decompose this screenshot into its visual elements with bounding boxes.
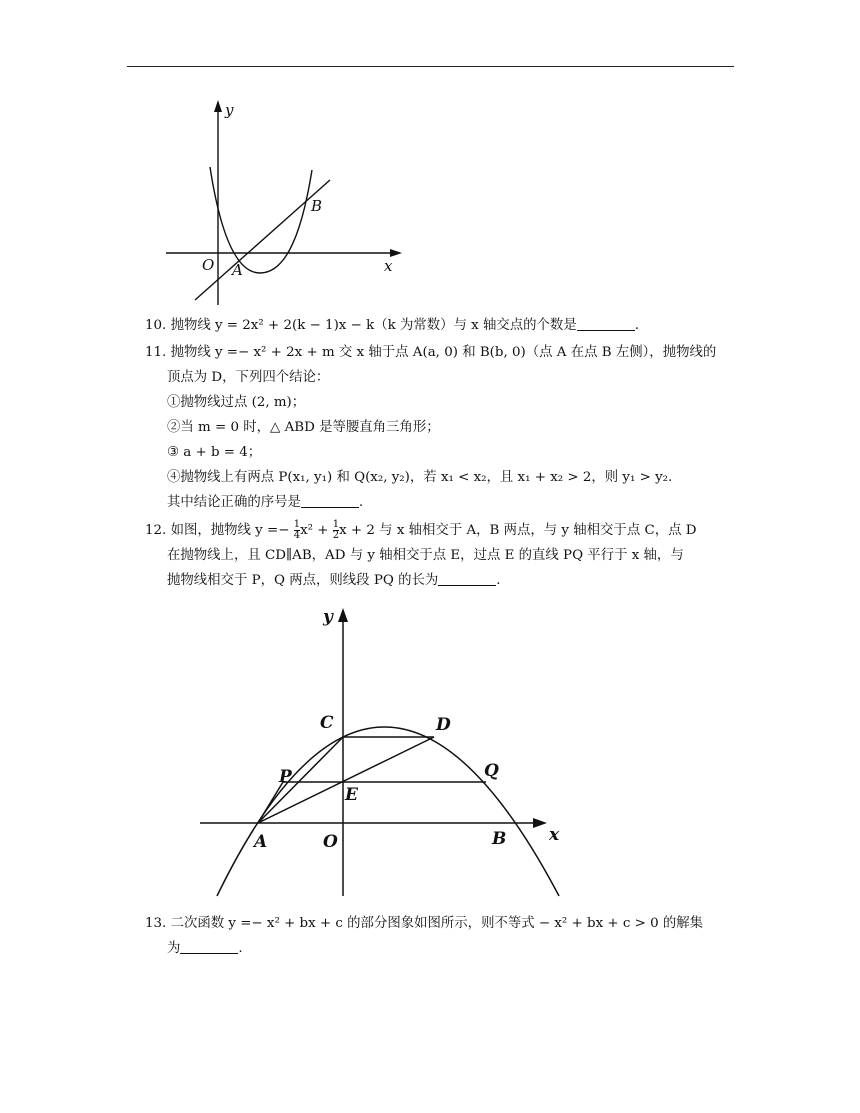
fig1-parabola xyxy=(210,167,312,273)
q10-text: 抛物线 y = 2x² + 2(k − 1)x − k（k 为常数）与 x 轴交点的个数是 xyxy=(170,318,577,333)
q11-line2: 顶点为 D，下列四个结论： xyxy=(167,370,330,385)
q11-end: . xyxy=(358,495,364,510)
question-10 xyxy=(145,313,737,338)
header-rule xyxy=(127,66,734,67)
fig2-label-b: B xyxy=(492,829,507,849)
q11-conclusion-3: ③ a + b = 4； xyxy=(167,445,262,460)
fig2-label-x: x xyxy=(549,825,560,845)
fig1-label-y: y xyxy=(225,101,234,119)
fig2-y-arrow-icon xyxy=(338,608,348,622)
fig2-label-d: D xyxy=(436,715,451,735)
q12-answer-blank[interactable] xyxy=(438,571,496,586)
fig1-x-arrow-icon xyxy=(390,249,402,257)
fig2-label-y: y xyxy=(323,607,333,627)
q10-number: 10. xyxy=(145,318,167,333)
q13-number: 13. xyxy=(145,916,167,931)
q13-line1: 二次函数 y =− x² + bx + c 的部分图象如图所示，则不等式 − x² + bx + c > 0 的解集 xyxy=(170,916,704,931)
q11-answer-blank[interactable] xyxy=(301,493,359,508)
fig2-parabola xyxy=(217,727,559,896)
fig2-segment-ac xyxy=(258,737,343,823)
fig1-label-o: O xyxy=(202,256,215,274)
question-13 xyxy=(145,911,737,961)
fig1-label-b: B xyxy=(311,197,323,215)
q11-conclusion-1: ①抛物线过点 (2, m)； xyxy=(167,395,306,410)
q11-number: 11. xyxy=(145,345,167,360)
q13-answer-blank[interactable] xyxy=(180,939,238,954)
q12-line1c: x + 2 与 x 轴相交于 A，B 两点，与 y 轴相交于点 C，点 D xyxy=(339,523,697,538)
q12-frac1-den: 4 xyxy=(293,530,301,541)
q12-line3: 抛物线相交于 P，Q 两点，则线段 PQ 的长为 xyxy=(167,573,439,588)
fig1-label-a: A xyxy=(232,261,243,279)
q12-line1b: x² + xyxy=(300,523,329,538)
q12-end: . xyxy=(496,573,501,588)
q12-line2: 在抛物线上，且 CD∥AB，AD 与 y 轴相交于点 E，过点 E 的直线 PQ 平行于 x 轴，与 xyxy=(167,548,684,563)
q10-end: . xyxy=(634,318,639,333)
q12-frac2-num: 1 xyxy=(332,519,340,530)
fig2-label-q: Q xyxy=(484,761,499,781)
q11-conclusion-4: ④抛物线上有两点 P(x₁, y₁) 和 Q(x₂, y₂)，若 x₁ < x₂，且 x₁ + x₂ > 2，则 y₁ > y₂. xyxy=(167,470,673,485)
fig2-label-o: O xyxy=(323,832,338,852)
figure-2-graph xyxy=(195,600,575,900)
fig1-y-arrow-icon xyxy=(214,100,222,112)
fig2-label-p: P xyxy=(279,767,292,787)
q13-end: . xyxy=(238,941,243,956)
q12-frac2-den: 2 xyxy=(332,530,340,541)
q13-line2: 为 xyxy=(167,941,181,956)
fig1-label-x: x xyxy=(384,257,393,275)
q10-answer-blank[interactable] xyxy=(577,316,635,331)
q11-conclusion-2: ②当 m = 0 时，△ ABD 是等腰直角三角形； xyxy=(167,420,440,435)
fig2-label-a: A xyxy=(254,832,268,852)
question-12 xyxy=(145,518,737,593)
q12-line1a: 如图，抛物线 y =− xyxy=(170,523,290,538)
figure-1-graph xyxy=(160,95,410,310)
q11-ask: 其中结论正确的序号是 xyxy=(167,495,301,510)
q12-number: 12. xyxy=(145,523,167,538)
fig2-label-c: C xyxy=(320,713,334,733)
fig2-x-arrow-icon xyxy=(533,818,547,828)
q11-line1: 抛物线 y =− x² + 2x + m 交 x 轴于点 A(a, 0) 和 B(b, 0)（点 A 在点 B 左侧），抛物线的 xyxy=(170,345,717,360)
q12-frac1-num: 1 xyxy=(293,519,301,530)
question-11 xyxy=(145,340,737,515)
fig2-label-e: E xyxy=(345,785,358,805)
